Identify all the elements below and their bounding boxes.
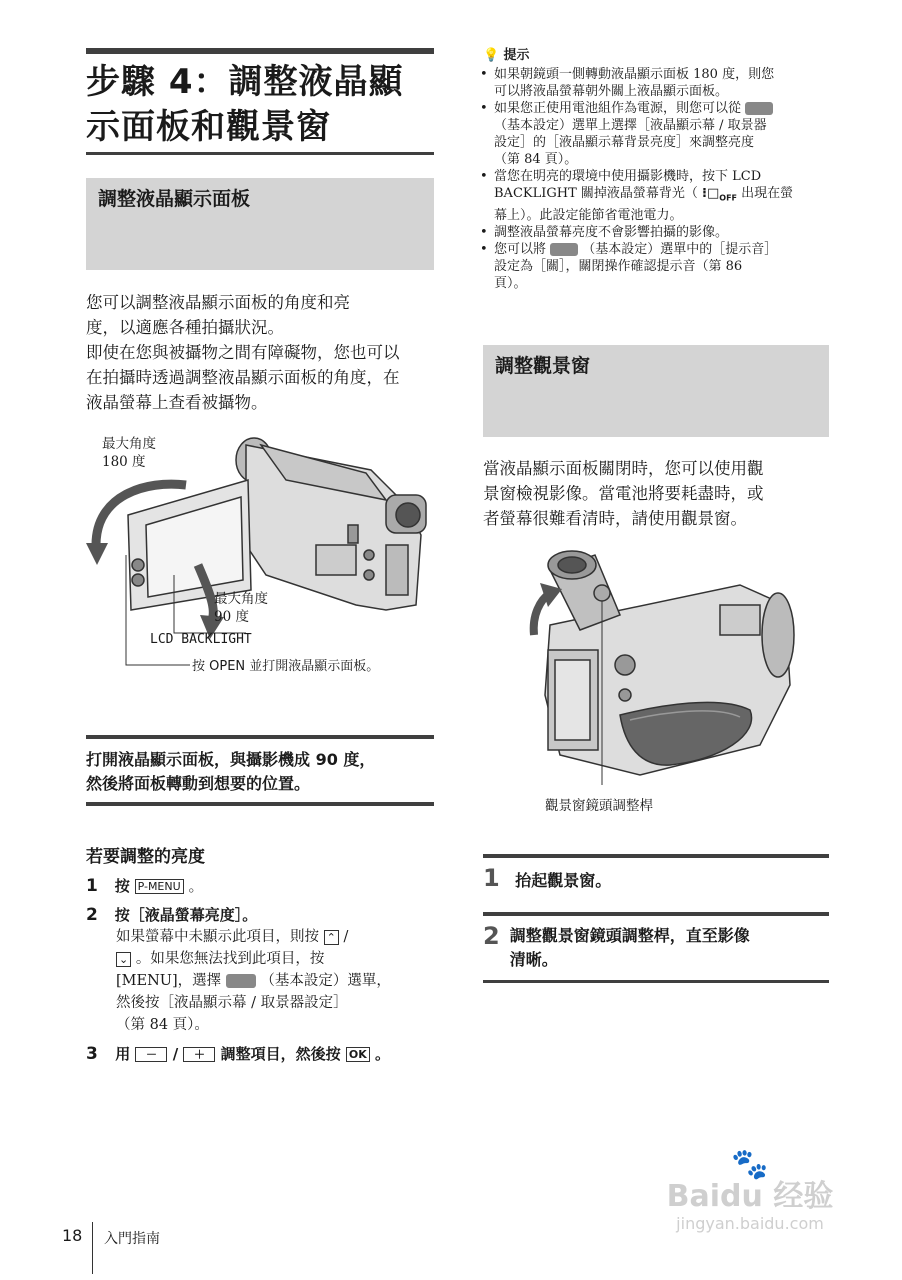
step-2-sub-line3: [MENU]，選擇 [116, 973, 222, 989]
instruction-top-rule [86, 735, 434, 739]
step-2-sub-line1-end: / [343, 929, 349, 945]
brightness-step-3 [86, 1043, 390, 1065]
step-2-sub-line5: （第 84 頁）。 [116, 1017, 209, 1033]
paw-icon: 🐾 [731, 1147, 769, 1182]
step-1-number: 1 [86, 876, 98, 896]
brightness-step-1 [86, 875, 203, 897]
toolbox-icon [226, 974, 256, 988]
tip-5-line1-end: （基本設定）選單中的［提示音］ [582, 241, 778, 257]
baidu-watermark [630, 1147, 870, 1233]
toolbox-icon [550, 243, 578, 256]
vf-step1-top-rule [483, 854, 829, 858]
tip-5-line1: 您可以將 [494, 241, 547, 257]
p-menu-key: P-MENU [135, 879, 184, 894]
tip-item [478, 66, 838, 100]
brightness-step-2 [86, 904, 446, 1036]
viewfinder-section-heading: 調整觀景窗 [495, 355, 591, 377]
tip-item [478, 224, 838, 241]
vf-step-1-text: 抬起觀景窗。 [515, 871, 612, 890]
step-2-sub-line2: 。如果您無法找到此項目，按 [135, 951, 325, 967]
vf-step2-top-rule [483, 912, 829, 916]
tip-item [478, 100, 838, 168]
lcd-instruction-line2: 然後將面板轉動到想要的位置。 [86, 774, 311, 793]
fig-label-max180-b: 180 度 [102, 454, 146, 470]
tips-list [478, 66, 838, 292]
title-bottom-rule [86, 152, 434, 155]
tip-1-line2: 可以將液晶螢幕朝外關上液晶顯示面板。 [494, 84, 729, 99]
toolbox-icon [745, 102, 773, 115]
lcd-para2-line1: 即使在您與被攝物之間有障礙物，您也可以 [86, 343, 400, 362]
fig-label-max180 [102, 435, 156, 471]
fig-label-lcd-backlight: LCD BACKLIGHT [150, 632, 252, 647]
tip-1-line1: • 如果朝鏡頭一側轉動液晶顯示面板 180 度，則您 [494, 67, 775, 82]
fig-label-lever: 觀景窗鏡頭調整桿 [545, 798, 653, 814]
scroll-up-key: ⌃ [324, 930, 339, 945]
lcd-section-header [86, 178, 434, 270]
viewfinder-step-2 [483, 924, 829, 972]
step-1-pre: 按 [114, 877, 130, 895]
step-3-pre: 用 [115, 1045, 131, 1063]
lcd-section-heading: 調整液晶顯示面板 [98, 188, 251, 210]
viewfinder-step-1 [483, 866, 611, 893]
rotate-180-arrowhead [86, 543, 108, 565]
lightbulb-icon: 💡 [483, 48, 500, 63]
fig-label-max180-a: 最大角度 [102, 436, 156, 452]
page-title-line2: 示面板和觀景窗 [86, 107, 331, 147]
lcd-section-text [86, 290, 446, 415]
lcd-para1-line1: 您可以調整液晶顯示面板的角度和亮 [86, 293, 350, 312]
tip-4-line1: • 調整液晶螢幕亮度不會影響拍攝的影像。 [494, 224, 729, 240]
tips-label: 提示 [503, 48, 530, 63]
step-2-sub-line3-end: （基本設定）選單， [260, 973, 391, 989]
step-1-post: 。 [188, 877, 204, 895]
lcd-para2-line3: 液晶螢幕上查看被攝物。 [86, 393, 268, 412]
viewfinder-para-line2: 景窗檢視影像。當電池將要耗盡時，或 [483, 484, 764, 503]
title-top-rule [86, 48, 434, 54]
ok-key: OK [346, 1047, 370, 1062]
step-3-number: 3 [86, 1044, 98, 1064]
tip-5-line2: 設定為［關］，關閉操作確認提示音（第 86 [494, 258, 743, 274]
fig-label-max90 [214, 590, 268, 626]
tip-5-line3: 頁）。 [494, 275, 527, 291]
step-3-slash: / [172, 1045, 179, 1063]
page-title [86, 60, 446, 150]
step-2-text: 按［液晶螢幕亮度］。 [114, 906, 258, 924]
tip-2-line4: （第 84 頁）。 [494, 152, 578, 167]
tip-item [478, 168, 838, 224]
step-2-sub-line1: 如果螢幕中未顯示此項目，則按 [116, 929, 319, 945]
vf-step2-bottom-rule [483, 980, 829, 983]
watermark-url: jingyan.baidu.com [676, 1214, 824, 1233]
step-2-number: 2 [86, 905, 98, 925]
fig-label-open: 按 OPEN 並打開液晶顯示面板。 [192, 659, 380, 674]
step-2-sub-line4: 然後按［液晶顯示幕 / 取景器設定］ [116, 995, 348, 1011]
minus-key: － [135, 1047, 167, 1062]
tip-3-line2-end: 出現在螢 [741, 186, 794, 201]
step-3-post: 。 [375, 1045, 391, 1063]
tip-3-line3: 幕上）。此設定能節省電池電力。 [494, 207, 683, 223]
viewfinder-text [483, 456, 843, 531]
tip-2-line2: （基本設定）選單上選擇［液晶顯示幕 / 取景器 [494, 118, 767, 133]
instruction-bottom-rule [86, 802, 434, 806]
vf-step-2-line1: 調整觀景窗鏡頭調整桿，直至影像 [509, 926, 750, 945]
fig-label-max90-b: 90 度 [214, 609, 249, 625]
viewfinder-para-line1: 當液晶顯示面板關閉時，您可以使用觀 [483, 459, 764, 478]
scroll-down-key: ⌄ [116, 952, 131, 967]
viewfinder-para-line3: 者螢幕很難看清時，請使用觀景窗。 [483, 509, 747, 528]
vf-step-2-line2: 清晰。 [509, 950, 558, 969]
brightness-heading: 若要調整的亮度 [86, 847, 205, 867]
tip-3-line2: BACKLIGHT 關掉液晶螢幕背光（ [494, 186, 698, 201]
footer-section: 入門指南 [104, 1231, 160, 1247]
lcd-instruction [86, 748, 446, 796]
camcorder-illustration [236, 438, 426, 610]
tip-2-line1: 如果您正使用電池組作為電源，則您可以從 [494, 101, 742, 116]
viewfinder-camera-figure [520, 545, 810, 800]
lcd-para1-line2: 度，以適應各種拍攝狀況。 [86, 318, 284, 337]
footer-divider [92, 1222, 93, 1274]
tip-3-line1: • 當您在明亮的環境中使用攝影機時，按下 LCD [494, 169, 762, 184]
tips-header [483, 44, 530, 63]
viewfinder-section-header [483, 345, 829, 437]
vf-step-2-number: 2 [483, 922, 500, 950]
lcd-para2-line2: 在拍攝時透過調整液晶顯示面板的角度，在 [86, 368, 400, 387]
step-3-mid: 調整項目，然後按 [220, 1045, 341, 1063]
plus-key: ＋ [183, 1047, 215, 1062]
watermark-brand: Baidu 经验 [666, 1179, 834, 1214]
tip-item [478, 241, 838, 292]
lcd-instruction-line1: 打開液晶顯示面板，與攝影機成 90 度， [86, 750, 376, 769]
fig-label-max90-a: 最大角度 [214, 591, 268, 607]
backlight-off-icon: $⁝□_{OFF}$ [702, 186, 738, 203]
page-number: 18 [62, 1226, 83, 1245]
page-title-line1: 步驟 4：調整液晶顯 [86, 62, 404, 102]
tip-2-line3: 設定］的［液晶顯示幕背景亮度］來調整亮度 [494, 135, 755, 150]
vf-step-1-number: 1 [483, 864, 500, 892]
